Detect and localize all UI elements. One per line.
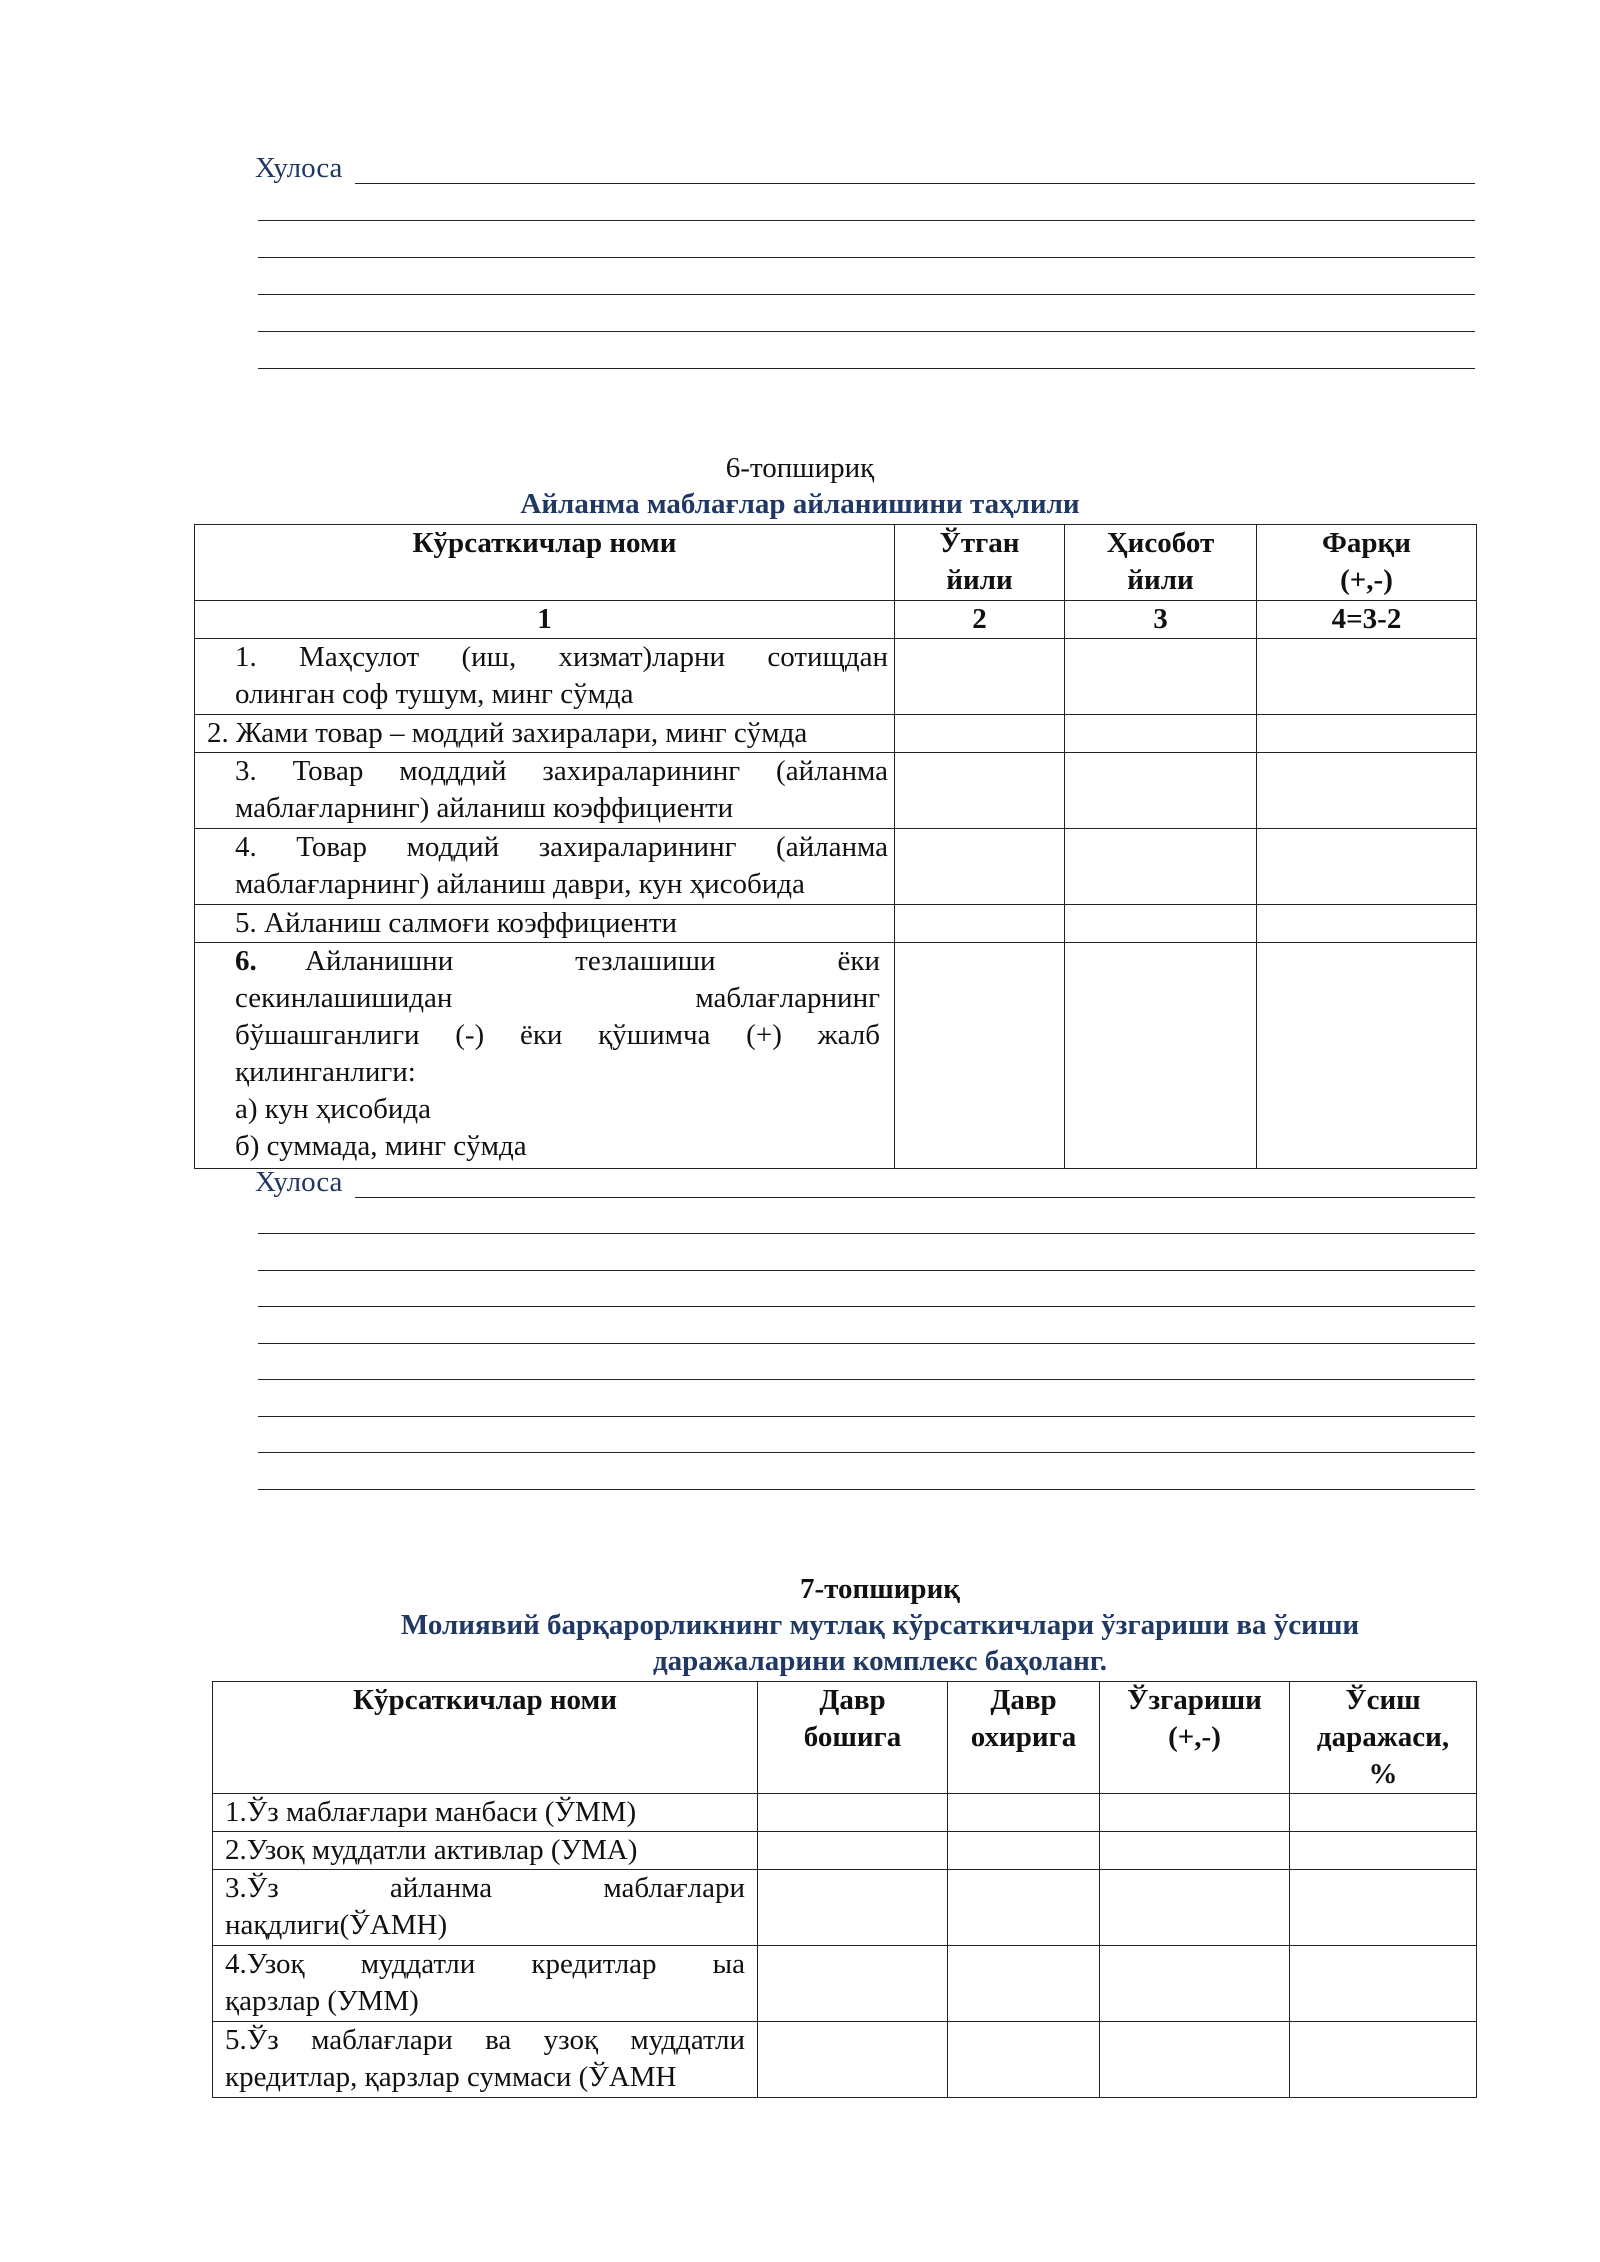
- value-cell[interactable]: [1290, 2022, 1477, 2098]
- header-period-end: Давр охирига: [948, 1682, 1100, 1794]
- header-indicator-name: Кўрсаткичлар номи: [213, 1682, 758, 1794]
- row-label-line: 4. Товар моддий захираларининг (айланма: [235, 831, 888, 863]
- header-period-start: Давр бошига: [758, 1682, 948, 1794]
- row-label: [195, 639, 895, 715]
- value-cell[interactable]: [1065, 943, 1257, 1169]
- conclusion-line[interactable]: [258, 1343, 1475, 1344]
- value-cell[interactable]: [1065, 905, 1257, 943]
- task6-title: Айланма маблағлар айланишини таҳлили: [520, 488, 1080, 520]
- value-cell[interactable]: [1290, 1832, 1477, 1870]
- header-change: Ўзгариши (+,-): [1100, 1682, 1290, 1794]
- header-indicator-name: Кўрсаткичлар номи: [195, 525, 895, 601]
- value-cell[interactable]: [1100, 1870, 1290, 1946]
- value-cell[interactable]: [948, 1794, 1100, 1832]
- row-label: [195, 943, 895, 1169]
- table-row: [213, 1794, 1477, 1832]
- value-cell[interactable]: [758, 1870, 948, 1946]
- value-cell[interactable]: [1100, 1794, 1290, 1832]
- row-label: [195, 753, 895, 829]
- value-cell[interactable]: [1065, 639, 1257, 715]
- column-number: 2: [895, 601, 1065, 639]
- conclusion-line[interactable]: [258, 1489, 1475, 1490]
- table-row: [195, 943, 1477, 1169]
- row-label: [213, 2022, 758, 2098]
- value-cell[interactable]: [1065, 715, 1257, 753]
- value-cell[interactable]: [1257, 905, 1477, 943]
- header-previous-year: Ўтган йили: [895, 525, 1065, 601]
- value-cell[interactable]: [1290, 1870, 1477, 1946]
- value-cell[interactable]: [1290, 1794, 1477, 1832]
- value-cell[interactable]: [895, 905, 1065, 943]
- table-row: [213, 1870, 1477, 1946]
- row-label-text: Айланишни тезлашиши ёки: [305, 945, 880, 977]
- conclusion-line[interactable]: [258, 1416, 1475, 1417]
- conclusion-line[interactable]: [258, 368, 1475, 369]
- conclusion-line[interactable]: [258, 220, 1475, 221]
- task7-title-line1: Молиявий барқарорликнинг мутлақ кўрсаткичлари ўзгариши ва ўсиши: [400, 1609, 1360, 1641]
- row-label: [213, 1870, 758, 1946]
- value-cell[interactable]: [895, 753, 1065, 829]
- task7-number: 7-топшириқ: [800, 1573, 960, 1605]
- value-cell[interactable]: [1100, 1946, 1290, 2022]
- conclusion-label-middle: Хулоса: [255, 1166, 343, 1198]
- value-cell[interactable]: [1065, 753, 1257, 829]
- row-label-line: 1. Маҳсулот (иш, хизмат)ларни сотищдан: [235, 641, 888, 673]
- table-number-row: [195, 601, 1477, 639]
- row-label: 2.Узоқ муддатли активлар (УМА): [213, 1832, 758, 1870]
- value-cell[interactable]: [1290, 1946, 1477, 2022]
- table-row: [195, 715, 1477, 753]
- conclusion-line[interactable]: [258, 1379, 1475, 1380]
- row-label: 2. Жами товар – моддий захиралари, минг сўмда: [195, 715, 895, 753]
- conclusion-line[interactable]: [258, 257, 1475, 258]
- table-row: [213, 1832, 1477, 1870]
- conclusion-label-top: Хулоса: [255, 152, 343, 184]
- task6-number: 6-топшириқ: [725, 452, 875, 484]
- table-row: [195, 829, 1477, 905]
- header-report-year: Ҳисобот йили: [1065, 525, 1257, 601]
- table-row: [213, 1946, 1477, 2022]
- table-row: [213, 2022, 1477, 2098]
- value-cell[interactable]: [1257, 829, 1477, 905]
- row-label-line: б) суммада, минг сўмда: [235, 1130, 527, 1162]
- table-row: [195, 639, 1477, 715]
- conclusion-line[interactable]: [258, 1452, 1475, 1453]
- column-number: 4=3-2: [1257, 601, 1477, 639]
- table-header-row: [195, 525, 1477, 601]
- row-label-line: 5.Ўз маблағлари ва узоқ муддатли: [225, 2024, 745, 2056]
- column-number: 3: [1065, 601, 1257, 639]
- value-cell[interactable]: [758, 2022, 948, 2098]
- value-cell[interactable]: [948, 1832, 1100, 1870]
- value-cell[interactable]: [758, 1946, 948, 2022]
- table-header-row: [213, 1682, 1477, 1794]
- value-cell[interactable]: [895, 715, 1065, 753]
- row-label-line: нақдлиги(ЎАМН): [225, 1909, 448, 1941]
- conclusion-line[interactable]: [258, 331, 1475, 332]
- task7-table: [212, 1681, 1477, 2098]
- row-label-line: а) кун ҳисобида: [235, 1093, 432, 1125]
- value-cell[interactable]: [1100, 1832, 1290, 1870]
- header-difference: Фарқи (+,-): [1257, 525, 1477, 601]
- value-cell[interactable]: [895, 829, 1065, 905]
- value-cell[interactable]: [758, 1794, 948, 1832]
- row-label-line: маблағларнинг) айланиш коэффициенти: [235, 792, 734, 824]
- row-label-line: 3. Товар модддий захираларининг (айланма: [235, 755, 888, 787]
- row-label-line: олинган соф тушум, минг сўмда: [235, 678, 634, 710]
- row-label-line: 3.Ўз айланма маблағлари: [225, 1872, 745, 1904]
- row-label-line: 4.Узоқ муддатли кредитлар ыа: [225, 1948, 745, 1980]
- value-cell[interactable]: [948, 1870, 1100, 1946]
- conclusion-line[interactable]: [258, 1270, 1475, 1271]
- conclusion-line[interactable]: [258, 1306, 1475, 1307]
- value-cell[interactable]: [758, 1832, 948, 1870]
- row-label: [213, 1946, 758, 2022]
- row-label: 1.Ўз маблағлари манбаси (ЎММ): [213, 1794, 758, 1832]
- row-label: [195, 829, 895, 905]
- value-cell[interactable]: [948, 2022, 1100, 2098]
- table-row: [195, 905, 1477, 943]
- conclusion-line[interactable]: [355, 1197, 1475, 1198]
- row-label-line: қилинганлиги:: [235, 1056, 416, 1088]
- row-label-line: [235, 943, 880, 980]
- value-cell[interactable]: [1065, 829, 1257, 905]
- column-number: 1: [195, 601, 895, 639]
- value-cell[interactable]: [1257, 753, 1477, 829]
- row-number: 6.: [235, 945, 257, 977]
- value-cell[interactable]: [948, 1946, 1100, 2022]
- value-cell[interactable]: [1257, 639, 1477, 715]
- task7-title-line2: даражаларини комплекс баҳоланг.: [652, 1645, 1108, 1677]
- conclusion-line[interactable]: [355, 183, 1475, 184]
- row-label-line: қарзлар (УММ): [225, 1985, 419, 2017]
- row-label-line: маблағларнинг) айланиш даври, кун ҳисобида: [235, 868, 805, 900]
- row-label: 5. Айланиш салмоғи коэффициенти: [195, 905, 895, 943]
- row-label-line: секинлашишидан маблағларнинг: [235, 982, 880, 1014]
- row-label-line: кредитлар, қарзлар суммаси (ЎАМН: [225, 2061, 677, 2093]
- value-cell[interactable]: [895, 639, 1065, 715]
- value-cell[interactable]: [1100, 2022, 1290, 2098]
- value-cell[interactable]: [895, 943, 1065, 1169]
- header-growth-rate: Ўсиш даражаси, %: [1290, 1682, 1477, 1794]
- conclusion-line[interactable]: [258, 1233, 1475, 1234]
- row-label-line: бўшашганлиги (-) ёки қўшимча (+) жалб: [235, 1019, 880, 1051]
- value-cell[interactable]: [1257, 715, 1477, 753]
- conclusion-line[interactable]: [258, 294, 1475, 295]
- table-row: [195, 753, 1477, 829]
- value-cell[interactable]: [1257, 943, 1477, 1169]
- task6-table: [194, 524, 1477, 1169]
